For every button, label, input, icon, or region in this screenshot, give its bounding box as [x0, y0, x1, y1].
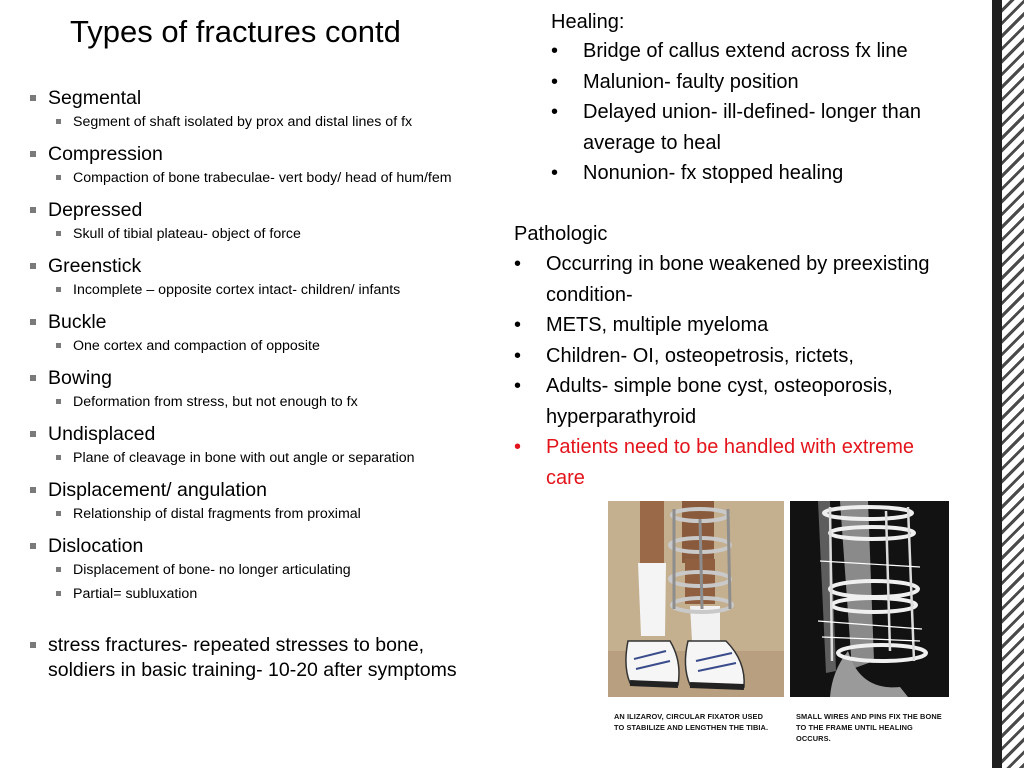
list-item: • Bridge of callus extend across fx line [551, 36, 971, 67]
list-item: Bowing [28, 366, 528, 391]
slide-edge-bar [992, 0, 1002, 768]
slide-edge-stripes [1002, 0, 1024, 768]
xray-image [790, 501, 949, 697]
sub-list-item: One cortex and compaction of opposite [28, 335, 528, 357]
caption-left-line-1: AN ILIZAROV, CIRCULAR FIXATOR USED [614, 712, 764, 721]
sub-list-item: Displacement of bone- no longer articulating [28, 559, 528, 581]
healing-heading: Healing: [551, 11, 625, 33]
list-item: • Adults- simple bone cyst, osteoporosis, hyperparathyroid [514, 371, 934, 432]
pathologic-list [514, 249, 934, 493]
list-item: Displacement/ angulation [28, 478, 528, 503]
caption-right [796, 711, 949, 744]
pathologic-heading: Pathologic [514, 223, 608, 245]
caption-right-line-2: TO THE FRAME UNTIL HEALING OCCURS. [796, 723, 913, 743]
sub-list-item: Compaction of bone trabeculae- vert body/ head of hum/fem [28, 167, 528, 189]
pathologic-section [514, 220, 934, 493]
sub-list-item: Segment of shaft isolated by prox and distal lines of fx [28, 111, 528, 133]
list-item: Depressed [28, 198, 528, 223]
list-item: • Nonunion- fx stopped healing [551, 158, 971, 189]
stress-line-1: stress fractures- repeated stresses to bone, [48, 634, 425, 656]
sub-list-item: Incomplete – opposite cortex intact- children/ infants [28, 279, 528, 301]
list-item: Segmental [28, 86, 528, 111]
caption-right-line-1: SMALL WIRES AND PINS FIX THE BONE [796, 712, 942, 721]
sub-list-item: Relationship of distal fragments from proximal [28, 503, 528, 525]
caption-left-line-2: TO STABILIZE AND LENGTHEN THE TIBIA. [614, 723, 769, 732]
healing-list [551, 36, 971, 189]
fracture-types-list [28, 86, 528, 683]
stress-fracture-note [28, 633, 528, 683]
xray-illustration [790, 501, 949, 697]
warning-item: • Patients need to be handled with extreme care [514, 432, 934, 493]
sub-list-item: Partial= subluxation [28, 583, 528, 605]
leg-fixator-photo [608, 501, 784, 697]
list-item: • Occurring in bone weakened by preexisting condition- [514, 249, 934, 310]
stress-line-2: soldiers in basic training- 10-20 after symptoms [48, 659, 457, 681]
list-item: • Malunion- faulty position [551, 67, 971, 98]
list-item: • METS, multiple myeloma [514, 310, 934, 341]
list-item: Compression [28, 142, 528, 167]
list-item: Buckle [28, 310, 528, 335]
caption-left [614, 711, 784, 733]
leg-fixator-illustration [608, 501, 784, 697]
list-item: • Delayed union- ill-defined- longer than average to heal [551, 97, 971, 158]
list-item: Greenstick [28, 254, 528, 279]
sub-list-item: Plane of cleavage in bone with out angle or separation [28, 447, 528, 469]
sub-list-item: Skull of tibial plateau- object of force [28, 223, 528, 245]
healing-section [551, 8, 971, 189]
sub-list-item: Deformation from stress, but not enough to fx [28, 391, 528, 413]
ilizarov-figure [608, 501, 949, 743]
slide-title: Types of fractures contd [70, 14, 401, 49]
list-item: Undisplaced [28, 422, 528, 447]
list-item: • Children- OI, osteopetrosis, rictets, [514, 341, 934, 372]
list-item: Dislocation [28, 534, 528, 559]
